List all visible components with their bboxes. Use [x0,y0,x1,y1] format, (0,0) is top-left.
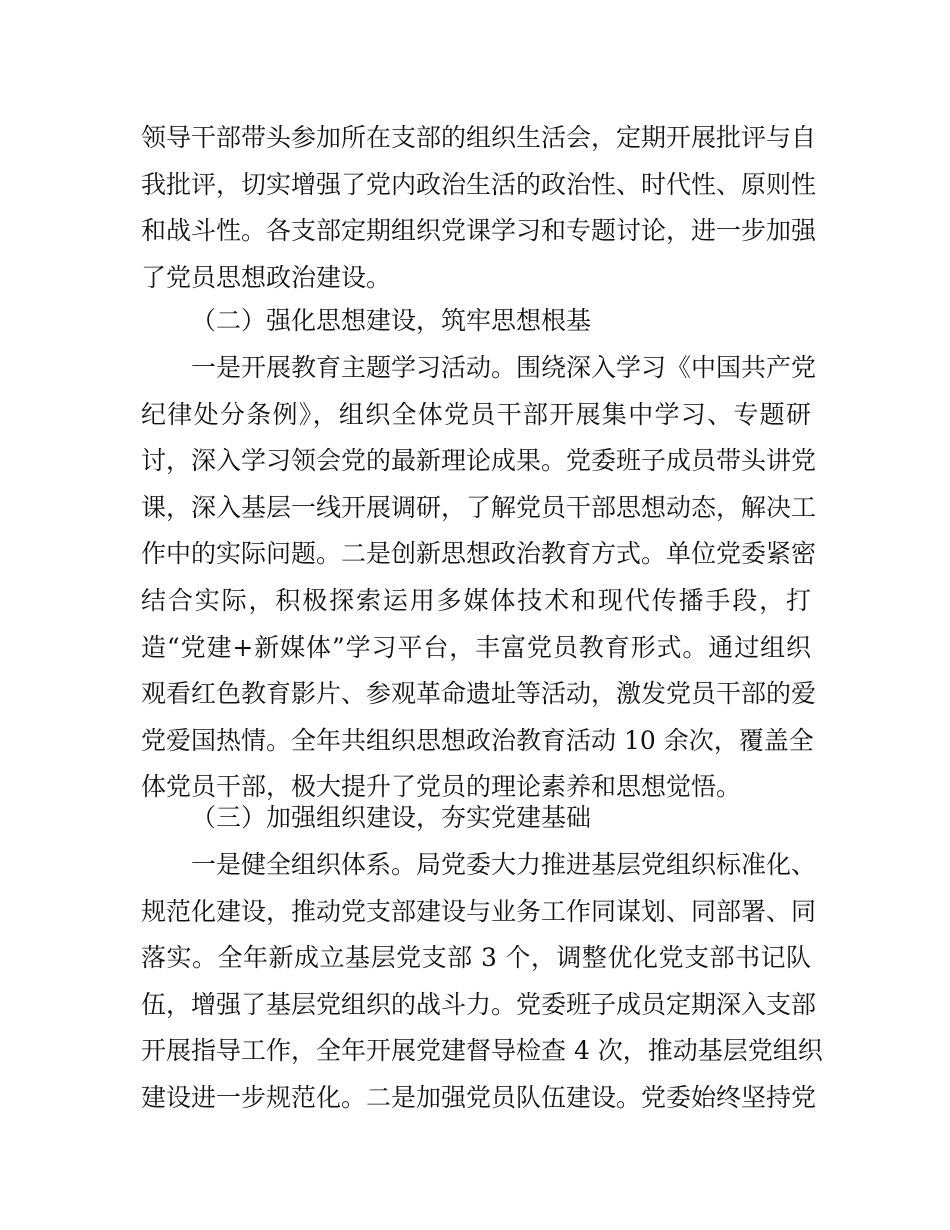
text-line: 落实。全年新成立基层党支部 3 个，调整优化党支部书记队 [141,943,811,973]
text-line: 领导干部带头参加所在支部的组织生活会，定期开展批评与自 [141,123,817,152]
section-heading-text: （三）加强组织建设，夯实党建基础 [191,803,592,832]
text-line: 我批评，切实增强了党内政治生活的政治性、时代性、原则性 [141,169,817,199]
paragraph-continued [141,115,817,301]
paragraph-organization-building [141,842,823,1122]
text-line: 结合实际，积极探索运用多媒体技术和现代传播手段，打 [141,585,811,615]
text-line: 伍，增强了基层党组织的战斗力。党委班子成员定期深入支部 [141,989,817,1019]
text-line: 作中的实际问题。二是创新思想政治教育方式。单位党委紧密 [141,539,817,569]
text-line: 体党员干部，极大提升了党员的理论素养和思想觉悟。 [141,772,742,802]
text-line: 一是开展教育主题学习活动。围绕深入学习《中国共产党 [191,353,817,382]
section-heading-3 [141,795,811,842]
text-line: 一是健全组织体系。局党委大力推进基层党组织标准化、 [191,850,817,879]
paragraph-thought-building [141,345,817,811]
text-line: 观看红色教育影片、参观革命遗址等活动，激发党员干部的爱 [141,679,817,709]
text-line: 了党员思想政治建设。 [141,262,392,292]
text-line: 规范化建设，推动党支部建设与业务工作同谋划、同部署、同 [141,896,817,926]
text-line: 开展指导工作，全年开展党建督导检查 4 次，推动基层党组织 [141,1036,823,1066]
text-line: 讨，深入学习领会党的最新理论成果。党委班子成员带头讲党 [141,446,817,476]
text-line: 建设进一步规范化。二是加强党员队伍建设。党委始终坚持党 [141,1082,817,1112]
text-line: 党爱国热情。全年共组织思想政治教育活动 10 余次，覆盖全 [141,725,814,755]
text-line: 课，深入基层一线开展调研，了解党员干部思想动态，解决工 [141,492,817,522]
section-heading-2 [141,298,811,345]
text-line: 造“党建+新媒体”学习平台，丰富党员教育形式。通过组织 [141,632,811,662]
text-line: 和战斗性。各支部定期组织党课学习和专题讨论，进一步加强 [141,216,817,246]
section-heading-text: （二）强化思想建设，筑牢思想根基 [191,306,592,335]
text-line: 纪律处分条例》，组织全体党员干部开展集中学习、专题研 [141,399,811,429]
